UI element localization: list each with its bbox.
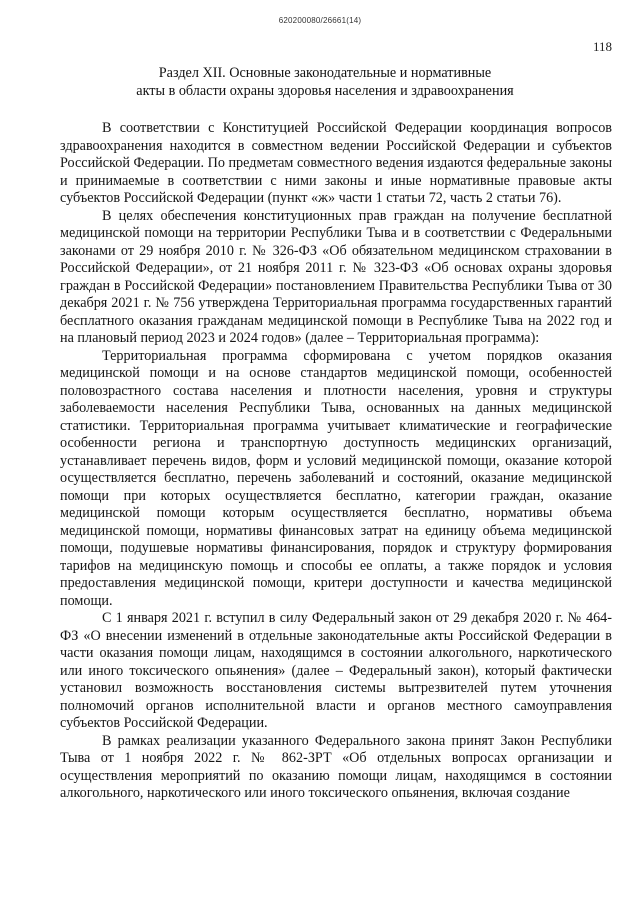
section-heading xyxy=(60,64,590,100)
paragraph-2: В целях обеспечения конституционных прав граждан на получение бесплатной медицинской помощи на территории Республики Тыва и в соответствии с Федеральными законами от 29 ноября 2010 г. № 326-ФЗ «Об обязательном медицинском страховании в Российской Федерации», от 21 ноября 2011 г. № 323-ФЗ «Об основах охраны здоровья граждан в Российской Федерации» постановлением Правительства Республики Тыва от 30 декабря 2021 г. № 756 утверждена Территориальная программа государственных гарантий бесплатного оказания гражданам медицинской помощи в Республике Тыва на 2022 год и на плановый период 2023 и 2024 годов» (далее – Территориальная программа): xyxy=(60,207,612,346)
body-text xyxy=(60,120,612,803)
document-code: 620200080/26661(14) xyxy=(278,16,362,25)
section-heading-line-1: Раздел XII. Основные законодательные и нормативные xyxy=(158,65,492,81)
paragraph-4: С 1 января 2021 г. вступил в силу Федеральный закон от 29 декабря 2020 г. № 464-ФЗ «О внесении изменений в отдельные законодательные акты Российской Федерации в части оказания помощи лицам, находящимся в состоянии алкогольного, наркотического или иного токсического опьянения» (далее – Федеральный закон), который фактически установил возможность восстановления системы вытрезвителей путем уточнения полномочий органов исполнительной власти и органов местного самоуправления субъектов Российской Федерации. xyxy=(60,610,612,731)
page-number: 118 xyxy=(592,39,612,54)
paragraph-1: В соответствии с Конституцией Российской Федерации координация вопросов здравоохранения находится в совместном ведении Российской Федерации и субъектов Российской Федерации. По предметам совместного ведения издаются федеральные законы и принимаемые в соответствии с ними законы и иные нормативные правовые акты субъектов Российской Федерации (пункт «ж» части 1 статьи 72, часть 2 статьи 76). xyxy=(60,120,612,206)
paragraph-3: Территориальная программа сформирована с учетом порядков оказания медицинской помощи и на основе стандартов медицинской помощи, особенностей половозрастного состава населения и плотности населения, уровня и структуры заболеваемости населения Республики Тыва, основанных на данных медицинской статистики. Территориальная программа учитывает климатические и географические особенности региона и транспортную доступность медицинских организаций, устанавливает перечень видов, форм и условий медицинской помощи, оказание которой осуществляется бесплатно, перечень заболеваний и состояний, оказание медицинской помощи при которых осуществляется бесплатно, категории граждан, оказание медицинской помощи которым осуществляется бесплатно, нормативы объема медицинской помощи, нормативы финансовых затрат на единицу объема медицинской помощи, подушевые нормативы финансирования, порядок и структуру формирования тарифов на медицинскую помощь и способы ее оплаты, а также порядок и условия предоставления медицинской помощи, критери доступности и качества медицинской помощи. xyxy=(60,347,612,609)
paragraph-5: В рамках реализации указанного Федерального закона принят Закон Республики Тыва от 1 ноября 2022 г. № 862-ЗРТ «Об отдельных вопросах организации и осуществления мероприятий по оказанию помощи лицам, находящимся в состоянии алкогольного, наркотического или иного токсического опьянения, включая создание xyxy=(60,732,612,801)
section-heading-line-2: акты в области охраны здоровья населения и здравоохранения xyxy=(136,83,514,99)
